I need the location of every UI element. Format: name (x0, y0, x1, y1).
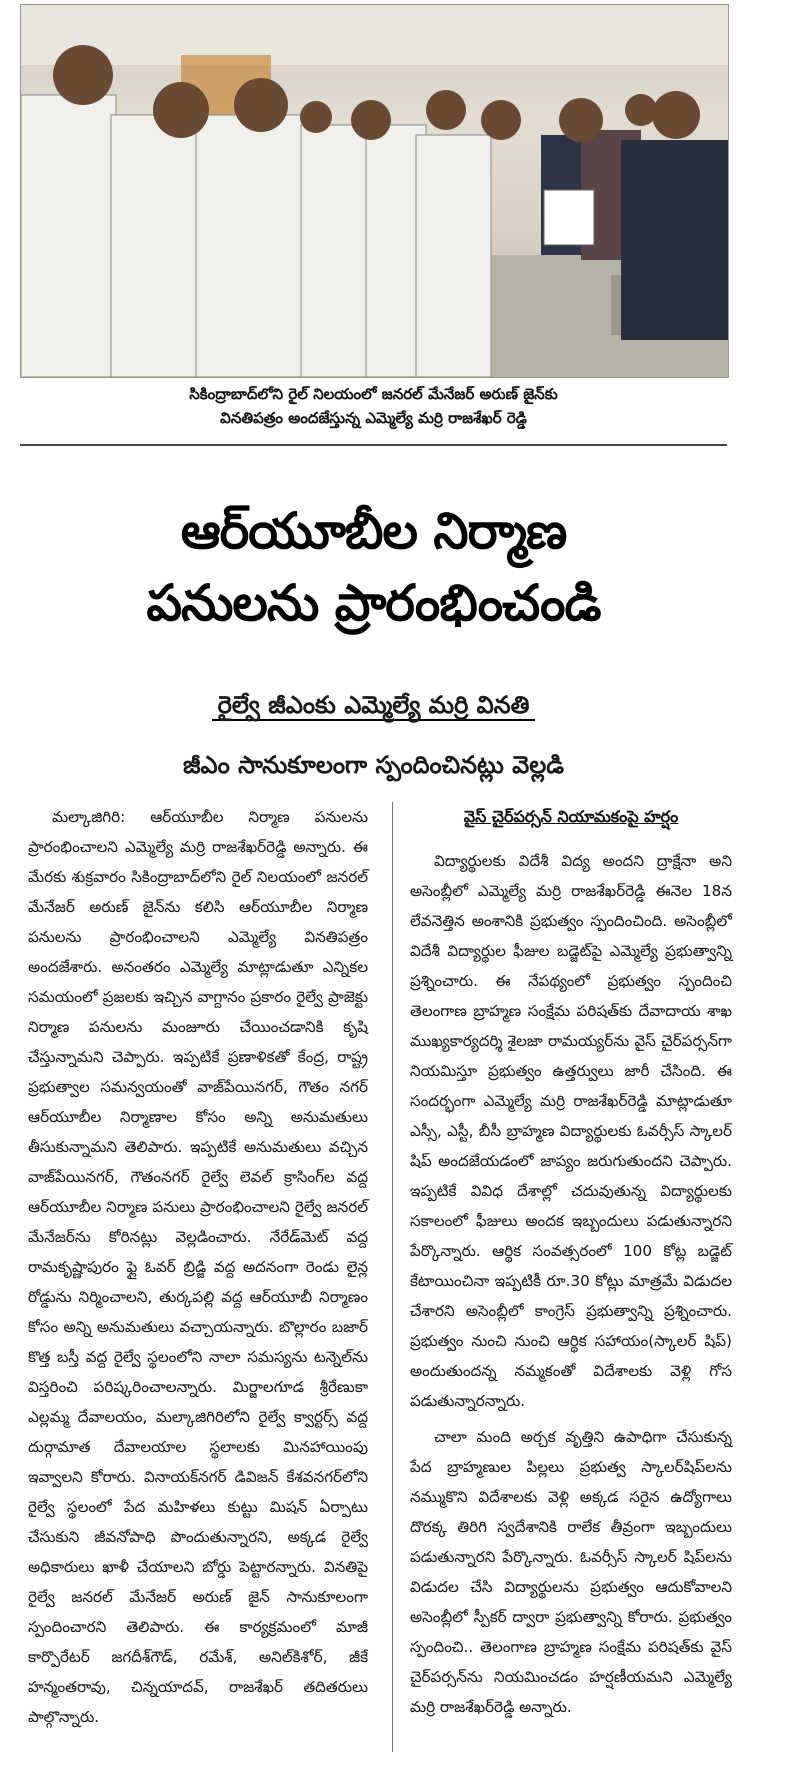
photo-caption (20, 382, 727, 430)
left-column (28, 802, 368, 1738)
headline (20, 495, 727, 639)
subheading-1-text: రైల్వే జీఎంకు ఎమ్మెల్యే మర్రి వినతి (212, 691, 536, 721)
headline-line-1: ఆర్‌యూబీల నిర్మాణ (180, 502, 567, 560)
caption-divider (20, 444, 727, 446)
caption-line-2: వినతిపత్రం అందజేస్తున్న ఎమ్మెల్యే మర్రి రాజశేఖర్ రెడ్డి (220, 409, 527, 427)
news-photo (20, 4, 729, 378)
left-column-body: మల్కాజిగిరి: ఆర్‌యూబీల నిర్మాణ పనులను ప్రారంభించాలని ఎమ్మెల్యే మర్రి రాజశేఖర్‌రెడ్డి అన్నారు. ఈ మేరకు శుక్రవారం సికింద్రాబాద్‌లోని రైల్ నిలయంలో జనరల్ మేనేజర్ అరుణ్ జైన్‌ను కలిసి ఆర్‌యూబీల నిర్మాణ పనులను ప్రారంభించాలని ఎమ్మెల్యే వినతిపత్రం అందజేశారు. అనంతరం ఎమ్మెల్యే మాట్లాడుతూ ఎన్నికల సమయంలో ప్రజలకు ఇచ్చిన వాగ్దానం ప్రకారం రైల్వే ప్రాజెక్టు నిర్మాణ పనులను మంజూరు చేయించడానికి కృషి చేస్తున్నామని చెప్పారు. ఇప్పటికే ప్రణాళికతో కేంద్ర, రాష్ట్ర ప్రభుత్వాల సమన్వయంతో వాజ్‌పేయినగర్, గౌతం నగర్ ఆర్‌యూబీల నిర్మాణాల కోసం అన్ని అనుమతులు తీసుకున్నామని తెలిపారు. ఇప్పటికే అనుమతులు వచ్చిన వాజ్‌పేయినగర్, గౌతంనగర్ రైల్వే లెవల్ క్రాసింగ్‌ల వద్ద ఆర్‌యూబీల నిర్మాణ పనులు ప్రారంభించాలని రైల్వే జనరల్ మేనేజర్‌ను కోరినట్లు వెల్లడించారు. నేరేడ్‌మెట్ వద్ద రామకృష్ణాపురం ఫ్లై ఓవర్ బ్రిడ్జి వద్ద అదనంగా రెండు లైన్ల రోడ్డును నిర్మించాలని, తుర్కపల్లి వద్ద ఆర్‌యూబీ నిర్మాణం కోసం అన్ని అనుమతులు వచ్చాయన్నారు. బొల్లారం బజార్ కొత్త బస్తీ వద్ద రైల్వే స్థలంలోని నాలా సమస్యను టన్నెల్‌ను విస్తరించి పరిష్కరించాలన్నారు. మిర్జాలగూడ శ్రీరేణుకా ఎల్లమ్మ దేవాలయం, మల్కాజిగిరిలోని రైల్వే క్వార్టర్స్ వద్ద దుర్గామాత దేవాలయాల స్థలాలకు మినహాయింపు ఇవ్వాలని కోరారు. వినాయక్‌నగర్ డివిజన్ కేశవనగర్‌లోని రైల్వే స్థలంలో పేద మహిళలు కుట్టు మిషన్ ఏర్పాటు చేసుకుని జీవనోపాధి పొందుతున్నారని, అక్కడ రైల్వే అధికారులు ఖాళీ చేయాలని బోర్డు పెట్టారన్నారు. వినతిపై రైల్వే జనరల్ మేనేజర్ అరుణ్ జైన్ సానుకూలంగా స్పందించారని తెలిపారు. ఈ కార్యక్రమంలో మాజీ కార్పొరేటర్ జగదీశ్‌గౌడ్, రమేశ్, అనిల్‌కిశోర్, జీకే హన్మంతరావు, చిన్నయాదవ్, రాజశేఖర్ తదితరులు పాల్గొన్నారు. (28, 808, 368, 1726)
right-column-heading: వైస్ చైర్‌పర్సన్ నియామకంపై హర్షం (463, 807, 679, 826)
right-column-para-1: విద్యార్థులకు విదేశీ విద్య అందని ద్రాక్షేనా అని అసెంబ్లీలో ఎమ్మెల్యే మర్రి రాజశేఖర్‌రెడ్డి ఈనెల 18న లేవనెత్తిన అంశానికి ప్రభుత్వం స్పందించింది. అసెంబ్లీలో విదేశీ విద్యార్థుల ఫీజుల బడ్జెట్‌పై ఎమ్మెల్యే ప్రభుత్వాన్ని ప్రశ్నించారు. ఈ నేపథ్యంలో ప్రభుత్వం స్పందించి తెలంగాణ బ్రాహ్మణ సంక్షేమ పరిషత్‌కు దేవాదాయ శాఖ ముఖ్యకార్యదర్శి శైలజా రామయ్యర్‌ను వైస్ చైర్‌పర్సన్‌గా నియమిస్తూ ప్రభుత్వం ఉత్తర్వులు జారీ చేసింది. ఈ సందర్భంగా ఎమ్మెల్యే మర్రి రాజశేఖర్‌రెడ్డి మాట్లాడుతూ ఎస్సీ, ఎస్టీ, బీసీ బ్రాహ్మణ విద్యార్థులకు ఓవర్సీస్ స్కాలర్ షిప్ అందజేయడంలో జాప్యం జరుగుతుందని చెప్పారు. ఇప్పటికే వివిధ దేశాల్లో చదువుతున్న విద్యార్థులకు సకాలంలో ఫీజులు అందక ఇబ్బందులు పడుతున్నారని పేర్కొన్నారు. ఆర్థిక సంవత్సరంలో 100 కోట్ల బడ్జెట్ కేటాయించినా ఇప్పటికీ రూ.30 కోట్లు మాత్రమే విడుదల చేశారని అసెంబ్లీలో కాంగ్రెస్ ప్రభుత్వాన్ని ప్రశ్నించారు. ప్రభుత్వం నుంచి నుంచి ఆర్థిక సహాయం(స్కాలర్ షిప్) అందుతుందన్న నమ్మకంతో విదేశాలకు వెళ్లి గోస పడుతున్నారన్నారు. (410, 852, 732, 1410)
right-column (410, 802, 732, 1728)
subheading-2: జీఎం సానుకూలంగా స్పందించినట్లు వెల్లడి (183, 751, 564, 779)
column-divider (392, 802, 393, 1752)
right-column-para-2: చాలా మంది అర్చక వృత్తిని ఉపాధిగా చేసుకున్న పేద బ్రాహ్మణుల పిల్లలు ప్రభుత్వ స్కాలర్‌షిప్‌లను నమ్ముకొని విదేశాలకు వెళ్లి అక్కడ సరైన ఉద్యోగాలు దొరక్క తిరిగి స్వదేశానికి రాలేక తీవ్రంగా ఇబ్బందులు పడుతున్నారని పేర్కొన్నారు. ఓవర్సీస్ స్కాలర్ షిప్‌లను విడుదల చేసి విద్యార్థులను ప్రభుత్వం ఆదుకోవాలని అసెంబ్లీలో స్పీకర్ ద్వారా ప్రభుత్వాన్ని కోరారు. ప్రభుత్వం స్పందించి.. తెలంగాణ బ్రాహ్మణ సంక్షేమ పరిషత్‌కు వైస్ చైర్‌పర్సన్‌ను నియమించడం హర్షణీయమని ఎమ్మెల్యే మర్రి రాజశేఖర్‌రెడ్డి అన్నారు. (410, 1428, 732, 1716)
photo-illustration (21, 5, 728, 377)
subheading-1 (20, 688, 727, 722)
caption-line-1: సికింద్రాబాద్‌లోని రైల్ నిలయంలో జనరల్ మేనేజర్ అరుణ్ జైన్‌కు (189, 385, 558, 403)
headline-line-2: పనులను ప్రారంభించండి (146, 574, 601, 632)
